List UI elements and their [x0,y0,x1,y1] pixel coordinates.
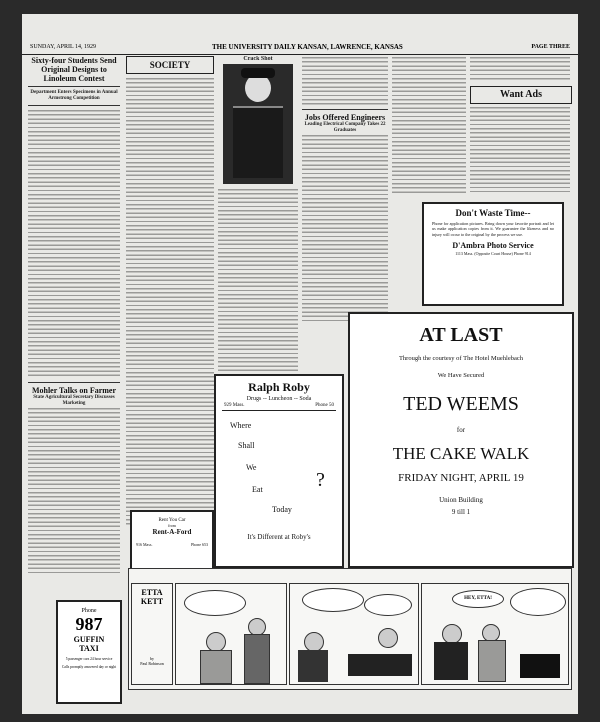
linoleum-headline: Sixty-four Students Send Original Designs to Linoleum Contest [31,56,117,83]
cake-walk-ad [348,312,574,568]
column-5 [392,56,572,196]
comic-author: Paul Robinson [140,661,164,666]
mohler-headline: Mohler Talks on Farmer [31,386,117,395]
dambra-address: 1113 Mass. (Opposite Court House) Phone 914 [455,251,531,257]
cake-walk-line-2: We Have Secured [437,372,485,379]
roby-title: Ralph Roby [248,380,310,394]
taxi-note-2: Calls promptly answered day or night [61,665,117,670]
mohler-subhead: State Agricultural Secretary Discusses Marketing [33,395,115,406]
dambra-body: Phone for application pictures. Bring down your favorite portrait and let us make application copies from it. We guarantee the likeness and no injury will occur to the original by the process we use. [432,221,554,237]
cake-walk-line-1: Through the courtesy of The Hotel Muehlebach [398,355,524,362]
rent-line-2: from [168,523,176,528]
dambra-title: Don't Waste Time-- [455,208,531,218]
comic-panel-1 [175,583,287,685]
want-ads-list [470,106,570,192]
society-label: SOCIETY [149,60,191,70]
cake-walk-line-3: for [456,426,466,434]
page-number: PAGE THREE [531,44,570,50]
mohler-body [28,407,120,576]
newspaper-title: THE UNIVERSITY DAILY KANSAN, LAWRENCE, KANSAS [212,43,403,51]
roby-word-today: Today [272,505,292,514]
issue-date: SUNDAY, APRIL 14, 1929 [30,44,96,50]
society-banner [126,56,214,74]
jobs-headline: Jobs Offered Engineers [304,113,386,122]
comic-panel-3 [421,583,569,685]
comic-title-1: ETTA [141,588,163,597]
society-body [126,77,214,526]
rent-phone: Phone 653 [191,542,208,547]
comic-bubble: HEY, ETTA! [452,590,504,608]
taxi-name-2: TAXI [79,644,99,653]
linoleum-body [28,109,120,379]
cake-walk-venue: Union Building [439,496,483,504]
roby-word-shall: Shall [238,441,255,450]
comic-by: by [150,656,154,661]
roby-line: Drugs -- Luncheon -- Soda [246,396,312,402]
cake-walk-band: TED WEEMS [403,393,519,415]
etta-kett-comic [128,568,572,690]
rent-a-ford-ad [130,510,214,572]
cake-walk-time: 9 till 1 [451,508,471,516]
photo-caption-title: Crack Shot [243,56,273,62]
comic-title-panel [131,583,173,685]
roby-word-we: We [246,463,257,472]
jobs-subhead: Leading Electrical Company Takes 22 Graduates [304,122,386,133]
taxi-note-1: 5 passenger cars 24 hour service [65,657,113,661]
column-1 [28,56,120,576]
cake-walk-date: FRIDAY NIGHT, APRIL 19 [398,472,524,484]
roby-word-where: Where [230,421,252,430]
roby-footer: It's Different at Roby's [247,533,311,541]
rent-a-ford-name: Rent-A-Ford [152,528,192,536]
comic-title-2: KETT [140,597,164,606]
dambra-footer: D'Ambra Photo Service [452,241,534,251]
taxi-name-1: GUFFIN [73,635,105,644]
roby-word-eat: Eat [252,485,263,494]
column-2 [126,56,214,526]
rent-address: 916 Mass. [136,542,153,547]
cake-walk-event: THE CAKE WALK [392,444,530,463]
taxi-phone-number: 987 [75,614,103,634]
roby-address: 929 Mass. [224,403,245,408]
newspaper-page [22,14,578,714]
column-4 [302,56,388,326]
roby-question-mark: ? [316,469,325,491]
roby-ad [214,374,344,568]
want-ads-label: Want Ads [500,89,542,100]
rent-line-1: Rent You Car [158,518,186,523]
cake-walk-title: AT LAST [419,324,503,346]
cadet-photo [223,64,293,184]
comic-panel-2 [289,583,419,685]
taxi-phone-label: Phone [81,608,97,614]
jobs-body [302,134,388,324]
want-ads-heading [470,86,572,104]
masthead [22,42,578,55]
roby-phone: Phone 50 [315,403,334,408]
guffin-taxi-ad [56,600,122,704]
linoleum-subhead: Department Enters Specimens in Annual Armstrong Competition [30,90,118,101]
dambra-ad [422,202,564,306]
